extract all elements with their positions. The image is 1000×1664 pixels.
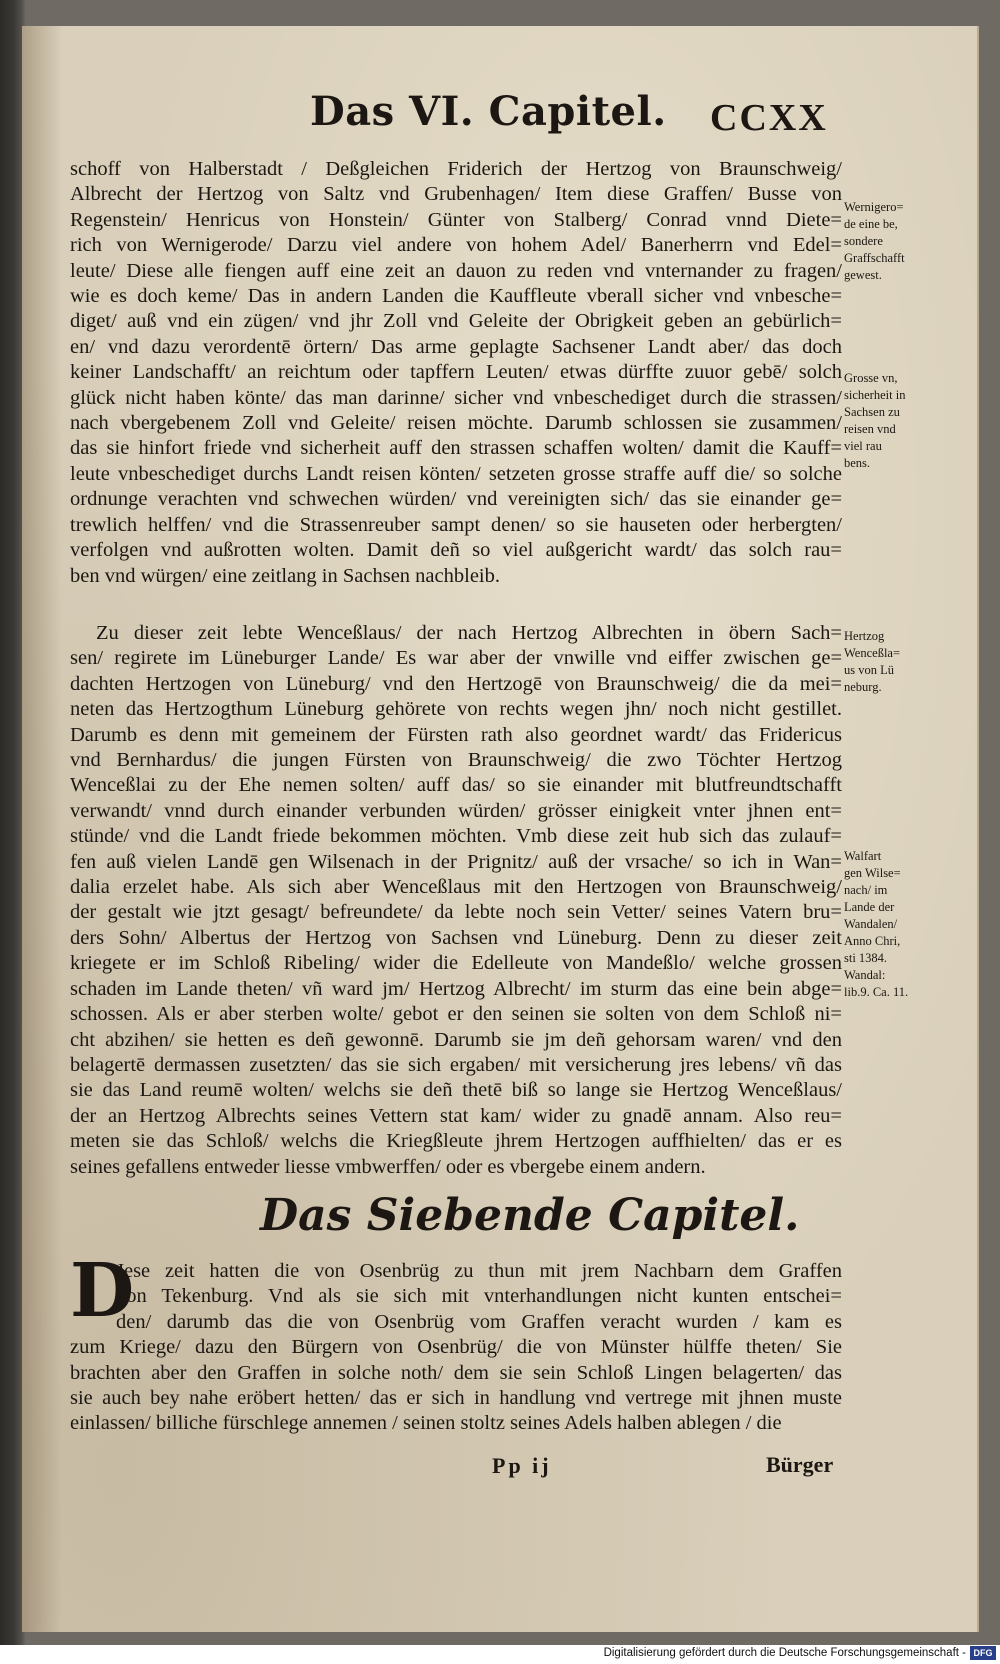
text-line: sie auch bey nahe eröbert hetten/ das er sich in handlung vnd vertrege mit jhnen muste [70,1387,842,1410]
marginal-note-1 [844,199,922,284]
text-line: den/ darumb das die von Osenbrüg vom Graffen veracht wurden / kam es [116,1310,842,1333]
marginal-line: gen Wilse= [844,866,901,880]
text-line: verwandt/ vnnd durch einander verbunden würden/ grösser einigkeit vnter jhnen ent= [70,799,842,822]
running-head-title: Das VI. Capitel. [310,88,667,135]
text-line: Wenceßlai zu der Ehe nemen solten/ auff das/ so sie einander mit blutfreundtschafft [70,774,842,797]
text-line: der an Hertzog Albrechts seines Vettern stat kam/ wider zu gnadē annam. Also reu= [70,1104,842,1127]
book-page [22,26,979,1632]
text-line: dalia erzelet habe. Als sich aber Wenceßlaus mit den Hertzogen von Braunschweig/ [70,876,842,899]
marginal-note-3 [844,628,922,696]
marginal-line: sondere [844,234,883,248]
text-line: dachten Hertzogen von Lüneburg/ vnd den Hertzogē von Braunschweig/ die da mei= [70,672,842,695]
text-line: brachten aber den Graffen in solche noth/ dem sie sein Schloß Lingen belagerten/ das [70,1361,842,1384]
text-line: einlassen/ billiche fürschlege annemen / seinen stoltz seines Adels halben ablegen / die [70,1412,782,1435]
catchword: Bürger [766,1452,834,1477]
text-line: ben vnd würgen/ eine zeitlang in Sachsen nachbleib. [70,564,500,587]
text-line: keiner Landschafft/ an reichtum oder tapffern Leuten/ etwas dürffte zuuor gebē/ solch [70,361,842,384]
text-line: schoff von Halberstadt / Deßgleichen Friderich der Hertzog von Braunschweig/ [70,158,842,180]
chapter-heading: Das Siebende Capitel. [260,1190,800,1241]
text-line: der gestalt wie jtzt gesagt/ befreundete/ da lebte noch sein Vetter/ seines Vatern bru= [70,901,842,924]
text-line: stünde/ vnd die Landt friede bekommen möchten. Vmb diese zeit hub sich das zulauf= [70,825,842,848]
text-line: leute vnbeschediget durchs Landt reisen könten/ setzeten grosse straffe auff die/ so solche [70,462,842,485]
marginal-line: Sachsen zu [844,405,900,419]
text-line: rich von Wernigerode/ Darzu viel andere von hohem Adel/ Banerherrn vnd Edel= [70,234,842,257]
text-line: verfolgen vnd außrotten wolten. Damit deñ so viel außgericht wardt/ das solch rau= [70,539,842,562]
marginal-line: Wandal: [844,968,886,982]
marginal-line: lib.9. Ca. 11. [844,985,909,999]
text-line: zum Kriege/ dazu den Bürgern von Osenbrüg/ die von Münster hülffe theten/ Sie [70,1336,842,1359]
text-line: belagertē dermassen zusetzten/ das sie sich ergaben/ mit versicherung jres lebens/ vñ das [70,1053,842,1076]
text-line: Darumb es denn mit gemeinem der Fürsten rath also geordnet wardt/ das Fridericus [70,723,842,746]
text-line: ordnunge verachten vnd schwechen würden/ vnd vereinigten sich/ das sie einander ge= [70,488,842,511]
marginal-line: Wernigero= [844,200,904,214]
marginal-note-4 [844,848,922,1001]
marginal-line: de eine be, [844,217,898,231]
text-line: Regenstein/ Henricus von Honstein/ Günter von Stalberg/ Conrad vnnd Diete= [70,208,842,231]
text-line: schossen. Als er aber sterben wolte/ gebot er den seinen sie solten von dem Schloß ni= [70,1003,842,1026]
text-line: trewlich helffen/ vnd die Strassenreuber sampt denen/ so sie hauseten oder herbergten/ [70,513,842,536]
text-line: das sie hinfort friede vnd sicherheit auff den strassen schaffen wolten/ damit die Kauff= [70,437,842,460]
paragraph-3 [70,1259,842,1437]
marginal-line: Grosse vn, [844,371,898,385]
text-line: ders Sohn/ Albertus der Hertzog von Sachsen vnd Lüneburg. Denn zu dieser zeit [70,926,842,949]
signature-mark: Pp ij [492,1453,552,1478]
drop-capital: D [70,1248,135,1334]
text-line: seines gefallens entweder liesse vmbwerffen/ oder es vbergebe einem andern. [70,1155,706,1178]
text-line: sie das Land reumē wolten/ welchs sie deñ thetē biß so lange sie Hertzog Wenceßlaus/ [70,1079,842,1102]
text-line: glück nicht haben könte/ das man darinne/ sicher vnd vnbeschediget durch die strassen/ [70,386,842,409]
marginal-line: viel rau [844,439,882,453]
marginal-line: sicherheit in [844,388,906,402]
marginal-line: reisen vnd [844,422,896,436]
paragraph-2 [70,621,842,1180]
text-line: vnd Bernhardus/ die jungen Fürsten von Braunschweig/ die zwo Töchter Hertzog [70,749,842,772]
marginal-line: neburg. [844,680,882,694]
marginal-line: Walfart [844,849,882,863]
text-line: nach vbergebenem Zoll vnd Geleite/ reisen möchte. Darumb schlossen sie zusammen/ [70,412,842,435]
marginal-note-2 [844,370,922,472]
marginal-line: gewest. [844,268,882,282]
text-line: diget/ auß vnd ein zügen/ vnd jhr Zoll vnd Geleite der Obrigkeit geben an gebürlich= [70,310,842,333]
paragraph-1 [70,157,842,589]
marginal-line: bens. [844,456,871,470]
text-line: leute/ Diese alle fiengen auff eine zeit an dauon zu reden vnd vnternander zu fragen/ [70,259,842,282]
folio-number: CCXX [710,97,828,139]
marginal-line: Lande der [844,900,895,914]
footer-credit: Digitalisierung gefördert durch die Deutsche Forschungsgemeinschaft - [603,1647,966,1659]
text-line: neten das Hertzogthum Lüneburg gehörete von rechts wegen jhn/ noch nicht gestillet. [70,698,842,721]
marginal-line: Anno Chri, [844,934,901,948]
text-line: sen/ regirete im Lüneburger Lande/ Es war aber der vnwille vnd eiffer zwischen ge= [70,647,842,670]
marginal-line: us von Lü [844,663,894,677]
text-line: meten sie das Schloß/ welchs die Kriegßleute jhrem Hertzogen auffhielten/ das er es [70,1130,842,1153]
text-line: fen auß vielen Landē gen Wilsenach in der Prignitz/ auß der vrsache/ so ich in Wan= [70,850,842,873]
text-line: en/ vnd dazu verordentē örtern/ Das arme geplagte Sachsener Landt aber/ das doch [70,335,842,358]
marginal-line: Graffschafft [844,251,905,265]
text-line: wie es doch keme/ Das in andern Landen die Kauffleute vberall sicher vnd vnbesche= [70,285,842,308]
dfg-logo-icon: DFG [970,1646,996,1660]
text-line: von Tekenburg. Vnd als sie sich mit vnterhandlungen nicht kunten entschei= [116,1285,842,1308]
text-line: Zu dieser zeit lebte Wenceßlaus/ der nach Hertzog Albrechten in öbern Sach= [96,622,842,644]
text-line: kriegete er im Schloß Ribeling/ wider die Edelleute von Mandeßlo/ welche grossen [70,952,842,975]
text-line: Jese zeit hatten die von Osenbrüg zu thun mit jrem Nachbarn dem Graffen [116,1260,842,1282]
marginal-line: Wandalen/ [844,917,898,931]
marginal-line: Hertzog [844,629,885,643]
text-line: cht abzihen/ sie hetten es deñ gewonnē. Darumb sie jm deñ gehorsam waren/ vnd den [70,1028,842,1051]
marginal-line: Wenceßla= [844,646,901,660]
text-line: Albrecht der Hertzog von Saltz vnd Grubenhagen/ Item diese Graffen/ Busse von [70,183,842,206]
text-line: schaden im Lande theten/ vñ ward jm/ Hertzog Albrecht/ im sturm das eine bein abge= [70,977,842,1000]
marginal-line: sti 1384. [844,951,888,965]
marginal-line: nach/ im [844,883,888,897]
